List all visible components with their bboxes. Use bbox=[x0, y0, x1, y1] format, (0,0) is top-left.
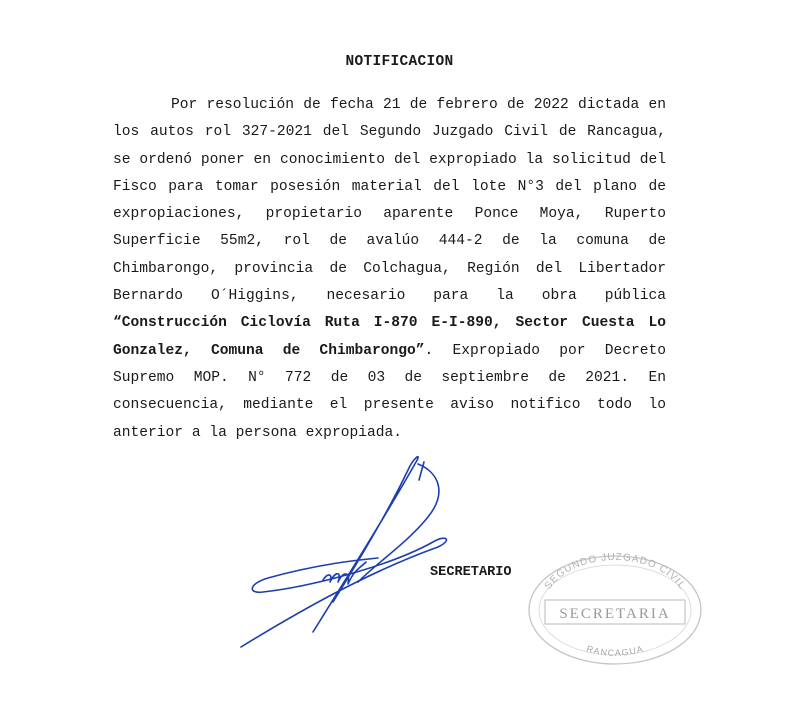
stamp-bottom-text: RANCAGUA bbox=[585, 643, 645, 658]
signature-stroke-loop-2 bbox=[358, 464, 439, 582]
handwritten-signature bbox=[238, 452, 468, 662]
signature-stroke-loop bbox=[313, 457, 418, 632]
court-stamp bbox=[525, 548, 705, 666]
notification-body bbox=[113, 92, 666, 447]
project-name: “Construcción Ciclovía Ruta I-870 E-I-890, Sector Cuesta Lo Gonzalez, Comuna de Chimbarongo” bbox=[113, 315, 666, 359]
signature-role: SECRETARIO bbox=[430, 565, 512, 580]
body-text-part-2: . Expropiado por Decreto Supremo MOP. N° 772 de 03 de septiembre de 2021. En consecuencia, mediante el presente aviso notifico todo lo anterior a la persona expropiada. bbox=[113, 342, 666, 441]
body-text-part-1: Por resolución de fecha 21 de febrero de 2022 dictada en los autos rol 327-2021 del Segundo Juzgado Civil de Rancagua, se ordenó poner en conocimiento del expropiado la solicitud del Fisco para tomar posesión material del lote N°3 del plano de expropiaciones, propietario aparente Ponce Moya, Ruperto Superficie 55m2, rol de avalúo 444-2 de la comuna de Chimbarongo, provincia de Colchagua, Región del Libertador Bernardo O´Higgins, necesario para la obra pública bbox=[113, 97, 666, 305]
document-title: NOTIFICACION bbox=[345, 54, 454, 70]
stamp-center-text: SECRETARIA bbox=[559, 606, 671, 622]
signature-stroke-main bbox=[241, 538, 446, 647]
stamp-top-text: SEGUNDO JUZGADO CIVIL bbox=[542, 551, 688, 592]
